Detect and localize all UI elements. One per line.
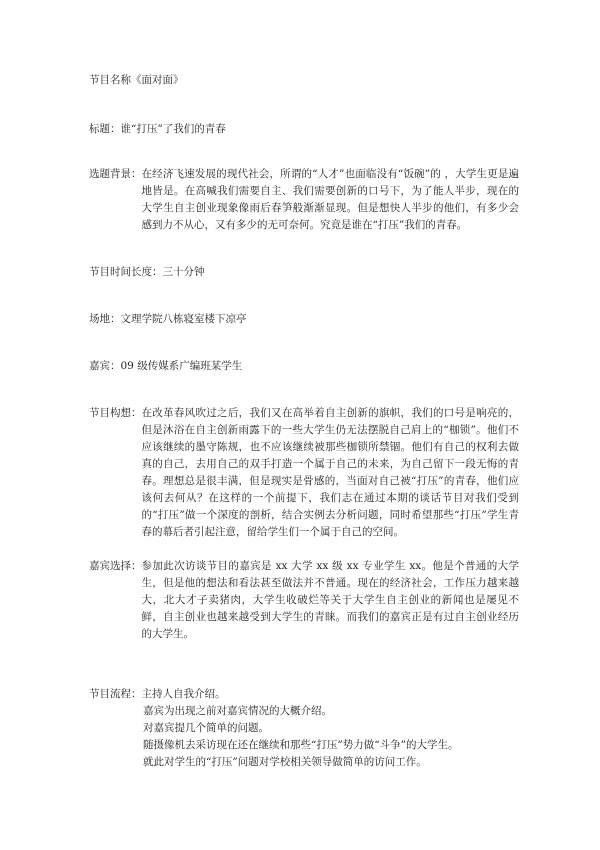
guest-label: 嘉宾： bbox=[89, 360, 121, 372]
flow-label: 节目流程： bbox=[89, 688, 142, 700]
duration-line bbox=[89, 264, 519, 281]
concept-label: 节目构想： bbox=[89, 407, 142, 419]
background-label: 选题背景： bbox=[89, 168, 142, 180]
guest-choice-label: 嘉宾选择： bbox=[89, 560, 142, 572]
program-title-line bbox=[89, 121, 519, 138]
guest-choice-section bbox=[89, 558, 519, 643]
flow-step: 主持人自我介绍。 bbox=[141, 688, 226, 700]
venue-line bbox=[89, 311, 519, 328]
flow-step: 随摄像机去采访现在还在继续和那些“打压”势力做“斗争”的大学生。 bbox=[143, 739, 459, 751]
flow-step: 对嘉宾提几个简单的问题。 bbox=[143, 722, 269, 734]
program-name-value: 《面对面》 bbox=[131, 74, 184, 86]
venue-label: 场地： bbox=[89, 313, 121, 325]
program-title-value: 谁“打压”了我们的青春 bbox=[120, 123, 226, 135]
flow-step: 嘉宾为出现之前对嘉宾情况的大概介绍。 bbox=[143, 705, 332, 717]
guest-line bbox=[89, 358, 519, 375]
flow-step: 就此对学生的“打压”问题对学校相关领导做简单的访问工作。 bbox=[143, 756, 427, 768]
flow-steps-list bbox=[116, 703, 536, 771]
duration-value: 三十分钟 bbox=[162, 266, 205, 278]
background-section bbox=[89, 166, 519, 234]
program-title-label: 标题： bbox=[89, 123, 121, 135]
guest-value: 09 级传媒系广编班某学生 bbox=[120, 360, 243, 372]
duration-label: 节目时间长度： bbox=[89, 266, 163, 278]
concept-text: 在改革春风吹过之后，我们又在高举着自主创新的旗帜，我们的口号是响亮的，但是沐浴在自主创新雨露下的一些大学生仍无法摆脱自己肩上的“枷锁”。他们不应该继续的墨守陈规，也不应该继续被那些枷锁所禁锢。他们有自己的权利去做真的自己，去用自己的双手打造一个属于自己的未来，为自己留下一段无悔的青春。理想总是很丰满，但是现实是骨感的，当面对自己被“打压”的青春，他们应该何去何从？在这样的一个前提下，我们志在通过本期的谈话节目对我们受到的“打压”做一个深度的剖析，结合实例去分析问题，同时希望那些“打压”学生青春的幕后者引起注意，留给学生们一个属于自己的空间。 bbox=[141, 407, 519, 538]
venue-value: 文理学院八栋寝室楼下凉亭 bbox=[120, 313, 247, 325]
background-text: 在经济飞速发展的现代社会，所谓的“人才”也面临没有“饭碗”的 ，大学生更是遍地皆是。在高喊我们需要自主、我们需要创新的口号下，为了能人半步，现在的大学生自主创业现象像雨后春笋般渐渐显现。但是想快人半步的他们，有多少会感到力不从心，又有多少的无可奈何。究竟是谁在“打压”我们的青春。 bbox=[141, 168, 519, 231]
flow-section bbox=[89, 686, 519, 703]
program-name-line bbox=[89, 72, 519, 89]
guest-choice-text: 参加此次访谈节目的嘉宾是 xx 大学 xx 级 xx 专业学生 xx。他是个普通的大学生，但是他的想法和看法甚至做法并不普通。现在的经济社会，工作压力越来越大，北大才子卖猪肉，大学生收破烂等关于大学生自主创业的新闻也是屡见不鲜，自主创业也越来越受到大学生的青睐。而我们的嘉宾正是有过自主创业经历的大学生。 bbox=[141, 560, 519, 640]
program-name-label: 节目名称 bbox=[89, 74, 131, 86]
concept-section bbox=[89, 405, 519, 541]
